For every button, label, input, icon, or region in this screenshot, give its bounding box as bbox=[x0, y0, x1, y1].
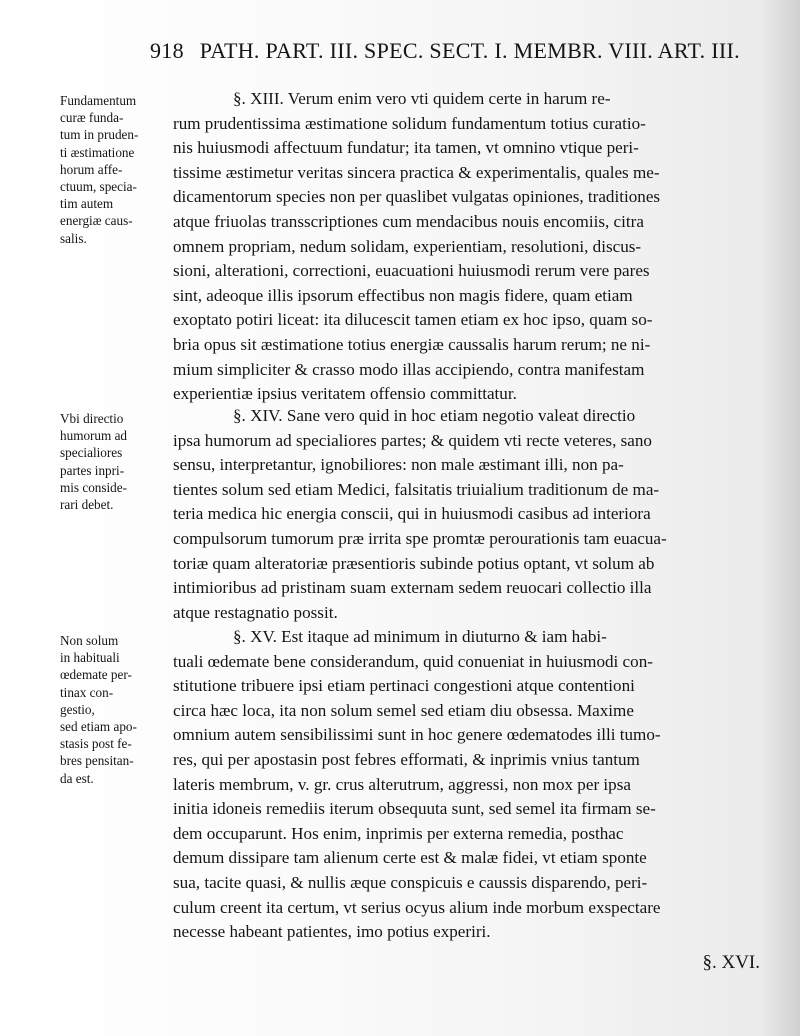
margin-line: Non solum bbox=[60, 633, 119, 648]
margin-line: gestio, bbox=[60, 701, 95, 717]
text-line: res, qui per apostasin post febres efformati, & inprimis vnius tantum bbox=[173, 749, 640, 769]
margin-line: curæ funda- bbox=[60, 110, 124, 126]
margin-line: ti æstimatione bbox=[60, 144, 135, 160]
text-line: experientiæ ipsius veritatem offensio committatur. bbox=[173, 384, 517, 404]
margin-line: Vbi directio bbox=[60, 411, 124, 426]
text-line: dem occuparunt. Hos enim, inprimis per externa remedia, posthac bbox=[173, 823, 624, 843]
margin-line: humorum ad bbox=[60, 428, 128, 444]
margin-line: ctuum, specia- bbox=[60, 179, 137, 195]
margin-line: Fundamentum bbox=[60, 93, 137, 108]
catchword: §. XVI. bbox=[702, 952, 760, 973]
text-line: compulsorum tumorum præ irrita spe promtæ perourationis tam euacua- bbox=[173, 528, 667, 548]
text-line: nis huiusmodi affectuum fundatur; ita tamen, vt omnino vtique peri- bbox=[173, 138, 639, 158]
text-line: §. XIV. Sane vero quid in hoc etiam negotio valeat directio bbox=[233, 406, 636, 425]
margin-line: mis conside- bbox=[60, 479, 128, 495]
text-line: bria opus sit æstimatione totius energiæ caussalis harum rerum; ne ni- bbox=[173, 334, 651, 354]
text-line: rum prudentissima æstimatione solidum fundamentum totius curatio- bbox=[173, 113, 646, 133]
running-head bbox=[150, 38, 770, 64]
margin-line: œdemate per- bbox=[60, 667, 132, 683]
margin-line: sed etiam apo- bbox=[60, 719, 137, 735]
margin-line: partes inpri- bbox=[60, 462, 125, 478]
page-edge-shadow bbox=[760, 0, 800, 1036]
margin-line: tum in pruden- bbox=[60, 127, 139, 143]
text-line: tientes solum sed etiam Medici, falsitatis triuialium traditionum de ma- bbox=[173, 479, 660, 499]
margin-note-xv bbox=[60, 632, 160, 787]
text-line: sensu, interpretantur, ignobiliores: non male æstimant illi, non pa- bbox=[173, 455, 624, 475]
text-line: §. XIII. Verum enim vero vti quidem certe in harum re- bbox=[233, 89, 611, 108]
header-title: PATH. PART. III. SPEC. SECT. I. MEMBR. VIII. ART. III. bbox=[199, 38, 740, 63]
text-line: sioni, alterationi, correctioni, euacuationi huiusmodi rerum vere pares bbox=[173, 261, 650, 281]
text-line: initia idoneis remediis iterum obsequuta sunt, sed semel ita firmam se- bbox=[173, 799, 656, 819]
text-line: sint, adeoque illis ipsorum effectibus non magis fidere, quam etiam bbox=[173, 285, 633, 305]
text-line: omnem propriam, nedum solidam, experientiam, resolutioni, discus- bbox=[173, 236, 642, 256]
text-line: circa hæc loca, ita non solum semel sed etiam diu obsessa. Maxime bbox=[173, 700, 634, 720]
margin-note-xiii bbox=[60, 92, 160, 247]
text-line: atque restagnatio possit. bbox=[173, 602, 338, 622]
text-line: toriæ quam alteratoriæ præsentioris subinde potius optant, vt solum ab bbox=[173, 553, 655, 573]
margin-line: in habituali bbox=[60, 650, 120, 666]
page-number: 918 bbox=[150, 38, 184, 63]
text-line: omnium autem sensibilissimi sunt in hoc genere œdematodes illi tumo- bbox=[173, 725, 661, 745]
paragraph-xiii bbox=[173, 87, 763, 407]
margin-line: rari debet. bbox=[60, 497, 114, 513]
paragraph-xv bbox=[173, 625, 763, 945]
margin-line: specialiores bbox=[60, 445, 123, 461]
text-line: tissime æstimetur veritas sincera practica & experimentalis, quales me- bbox=[173, 162, 660, 182]
margin-line: tim autem bbox=[60, 196, 114, 212]
text-line: ipsa humorum ad specialiores partes; & quidem vti recte veteres, sano bbox=[173, 430, 652, 450]
margin-line: da est. bbox=[60, 770, 94, 786]
text-line: sua, tacite quasi, & nullis æque conspicuis e caussis disparendo, peri- bbox=[173, 872, 648, 892]
margin-line: horum affe- bbox=[60, 161, 123, 177]
text-line: §. XV. Est itaque ad minimum in diuturno & iam habi- bbox=[233, 627, 607, 646]
margin-line: stasis post fe- bbox=[60, 736, 132, 752]
margin-line: tinax con- bbox=[60, 684, 114, 700]
margin-line: salis. bbox=[60, 230, 87, 246]
text-line: atque friuolas transscriptiones cum mendacibus nouis encomiis, citra bbox=[173, 211, 644, 231]
text-line: necesse habeant patientes, imo potius experiri. bbox=[173, 922, 491, 942]
margin-line: bres pensitan- bbox=[60, 753, 134, 769]
text-line: lateris membrum, v. gr. crus alterutrum, aggressi, non mox per ipsa bbox=[173, 774, 631, 794]
margin-note-xiv bbox=[60, 410, 160, 513]
text-line: exoptato potiri liceat: ita dilucescit tamen etiam ex hoc ipso, quam so- bbox=[173, 310, 653, 330]
margin-line: energiæ caus- bbox=[60, 213, 133, 229]
text-line: dicamentorum species non per quaslibet vulgatas opiniones, traditiones bbox=[173, 187, 661, 207]
text-line: culum creent ita certum, vt serius ocyus alium inde morbum exspectare bbox=[173, 897, 661, 917]
text-line: intimioribus ad pristinam suam externam sedem reuocari collectio illa bbox=[173, 578, 652, 598]
text-line: tuali œdemate bene considerandum, quid conueniat in huiusmodi con- bbox=[173, 651, 653, 671]
text-line: teria medica hic energia conscii, qui in huiusmodi casibus ad interiora bbox=[173, 504, 651, 524]
text-line: stitutione tribuere ipsi etiam pertinaci congestioni atque contentioni bbox=[173, 676, 635, 696]
text-line: demum dissipare tam alienum certe est & malæ fidei, vt etiam sponte bbox=[173, 848, 647, 868]
text-line: mium simpliciter & crasso modo illas accipiendo, contra manifestam bbox=[173, 359, 645, 379]
paragraph-xiv bbox=[173, 404, 763, 625]
